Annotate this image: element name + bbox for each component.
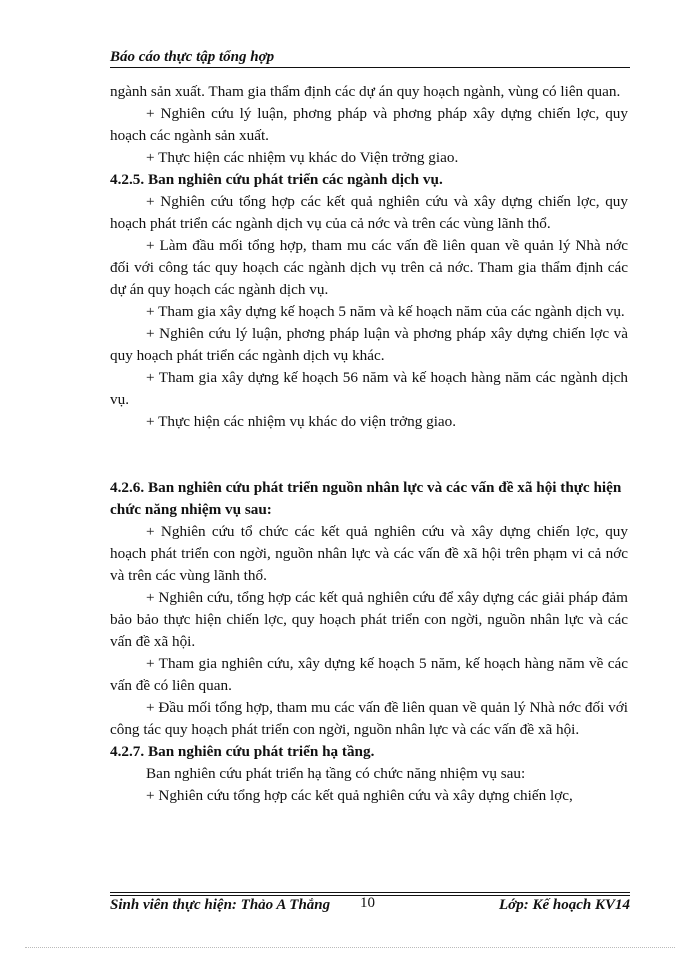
page-number: 10 (360, 895, 375, 911)
paragraph: + Thực hiện các nhiệm vụ khác do Viện trởng giao. (146, 149, 459, 166)
paragraph: + Tham gia xây dựng kế hoạch 5 năm và kế hoạch năm của các ngành dịch vụ. (146, 303, 625, 320)
header-divider (110, 67, 630, 68)
paragraph: + Tham gia nghiên cứu, xây dựng kế hoạch 5 năm, kế hoạch hàng năm về các vấn đề có liên quan. (110, 655, 628, 694)
page-boundary (25, 947, 675, 948)
paragraph: + Nghiên cứu tổng hợp các kết quả nghiên cứu và xây dựng chiến lợc, quy hoạch phát triển các ngành dịch vụ của cả nớc và trên các vùng lãnh thổ. (110, 193, 628, 232)
paragraph: + Nghiên cứu, tổng hợp các kết quả nghiên cứu để xây dựng các giải pháp đảm bảo bảo thực hiện chiến lợc, quy hoạch phát triển con ngời, nguồn nhân lực và các vấn đề xã hội. (110, 589, 628, 650)
paragraph: + Thực hiện các nhiệm vụ khác do viện trởng giao. (146, 413, 457, 430)
paragraph: + Làm đầu mối tổng hợp, tham mu các vấn đề liên quan về quản lý Nhà nớc đối với công tác quy hoạch các ngành dịch vụ trên cả nớc. Tham gia thẩm định các dự án quy hoạch các ngành dịch vụ. (110, 237, 628, 298)
paragraph: + Nghiên cứu tổ chức các kết quả nghiên cứu và xây dựng chiến lợc, quy hoạch phát triển con ngời, nguồn nhân lực và các vấn đề xã hội trên phạm vi cả nớc và trên các vùng lãnh thổ. (110, 523, 628, 584)
footer-class: Lớp: Kế hoạch KV14 (499, 897, 630, 913)
paragraph: ngành sản xuất. Tham gia thẩm định các dự án quy hoạch ngành, vùng có liên quan. (110, 83, 621, 100)
document-body (110, 81, 628, 807)
section-spacer (110, 433, 628, 477)
paragraph: + Đầu mối tổng hợp, tham mu các vấn đề liên quan về quản lý Nhà nớc đối với công tác quy hoạch phát triển con ngời, nguồn nhân lực và các vấn đề xã hội. (110, 699, 628, 738)
paragraph: + Nghiên cứu lý luận, phơng pháp và phơng pháp xây dựng chiến lợc, quy hoạch các ngành sản xuất. (110, 105, 628, 144)
header-title: Báo cáo thực tập tổng hợp (110, 49, 275, 65)
section-heading-4-2-5: 4.2.5. Ban nghiên cứu phát triển các ngành dịch vụ. (110, 171, 443, 188)
section-heading-4-2-7: 4.2.7. Ban nghiên cứu phát triển hạ tầng. (110, 743, 375, 760)
paragraph: Ban nghiên cứu phát triển hạ tầng có chức năng nhiệm vụ sau: (146, 765, 526, 782)
paragraph: + Nghiên cứu tổng hợp các kết quả nghiên cứu và xây dựng chiến lợc, (146, 787, 573, 804)
paragraph: + Nghiên cứu lý luận, phơng pháp luận và phơng pháp xây dựng chiến lợc và quy hoạch phát triển các ngành dịch vụ khác. (110, 325, 628, 364)
page-footer (110, 897, 630, 917)
footer-divider (110, 892, 630, 893)
paragraph: + Tham gia xây dựng kế hoạch 56 năm và kế hoạch hàng năm các ngành dịch vụ. (110, 369, 628, 408)
section-heading-4-2-6: 4.2.6. Ban nghiên cứu phát triển nguồn nhân lực và các vấn đề xã hội thực hiện chức năng nhiệm vụ sau: (110, 479, 622, 518)
footer-author: Sinh viên thực hiện: Thảo A Thắng (110, 897, 331, 913)
